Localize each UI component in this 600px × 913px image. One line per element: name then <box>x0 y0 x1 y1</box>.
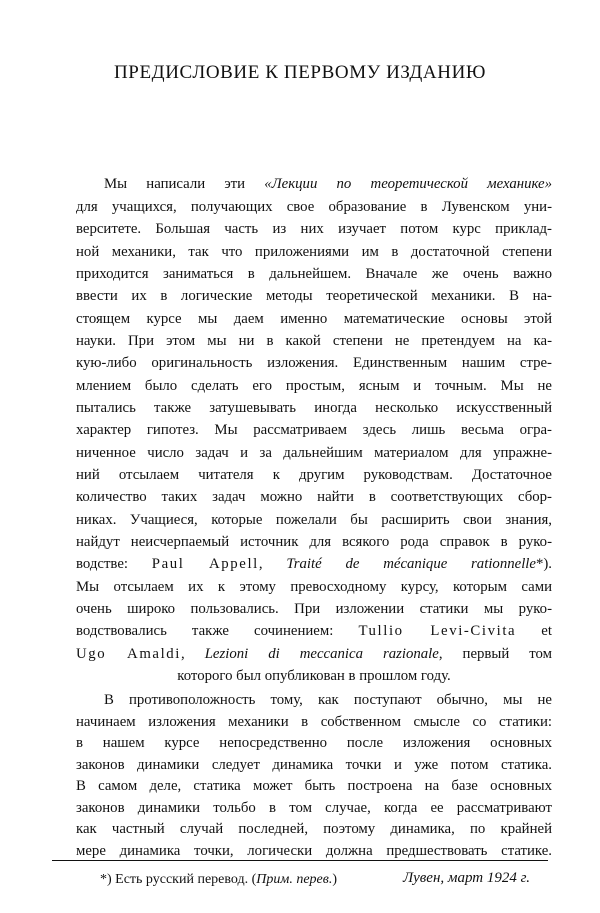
book-title: Lezioni di meccanica razionale <box>204 646 439 662</box>
footnote-divider <box>52 860 548 861</box>
text-line: найдут неисчерпаемый источник для всякого рода справок в руко- <box>76 534 552 550</box>
text-line: которого был опубликован в прошлом году. <box>177 668 451 684</box>
text-span: *) Есть русский перевод. ( <box>100 872 257 887</box>
text-span: Мы написали эти <box>104 176 265 192</box>
text-line: науки. При этом мы ни в какой степени не претендуем на ка- <box>76 333 552 349</box>
text-line: очень широко пользовались. При изложении статики мы руко- <box>76 601 552 617</box>
text-span: et <box>516 623 552 639</box>
text-line: В самом деле, статика может быть построена на базе основных <box>76 778 552 794</box>
footnote-note: Прим. перев. <box>256 872 333 887</box>
page-title: ПРЕДИСЛОВИЕ К ПЕРВОМУ ИЗДАНИЮ <box>113 62 487 83</box>
text-line: ниченное число задач и за дальнейшим материалом для упражне- <box>76 445 552 461</box>
signature: Лувен, март 1924 г. <box>402 870 530 886</box>
text-line: ной механики, так что приложениями им в достаточной степени <box>76 244 552 260</box>
author-name: Tullio Levi-Civita <box>358 623 517 639</box>
text-line: характер гипотез. Мы рассматриваем здесь лишь весьма огра- <box>76 422 552 438</box>
text-line: законов динамики тольбо в том случае, когда ее рассматривают <box>76 799 552 816</box>
text-span: , <box>181 646 205 662</box>
text-line: для учащихся, получающих свое образование в Лувенском уни- <box>76 199 552 215</box>
text-line: кую-либо оригинальность изложения. Единственным нашим стре- <box>76 355 552 371</box>
text-line: стоящем курсе мы даем именно математические основы этой <box>76 311 552 327</box>
author-name: Ugo Amaldi <box>76 646 182 662</box>
footnote <box>100 872 337 888</box>
text-line: количество таких задач можно найти в соответствующих сбор- <box>76 489 552 505</box>
text-line: ввести их в логические методы теоретической механики. В на- <box>76 288 552 304</box>
text-line: как частный случай последней, поэтому динамика, по крайней <box>76 821 552 837</box>
text-line <box>76 644 552 664</box>
text-line: никах. Учащиеся, которые пожелали бы расширить свои знания, <box>76 512 552 528</box>
text-span: водствовались также сочинением: <box>76 623 359 639</box>
book-title: «Лекции по теоретической механике» <box>264 176 552 192</box>
author-name: Paul Appell <box>151 556 259 572</box>
text-span: ) <box>332 872 338 887</box>
text-line: начинаем изложения механики в собственном смысле со статики: <box>76 713 552 730</box>
text-line: верситете. Большая часть из них изучает потом курс приклад- <box>76 221 552 237</box>
text-line: ний отсылаем читателя к другим руководствам. Достаточное <box>76 467 552 483</box>
text-span: водстве: <box>76 556 152 572</box>
text-span: , <box>258 556 287 572</box>
text-span: , первый том <box>438 646 552 662</box>
text-line: в нашем курсе непосредственно после изложения основных <box>76 735 552 751</box>
book-title: Traité de mécanique rationnelle <box>286 556 536 572</box>
text-line <box>104 174 552 194</box>
text-line: пытались также затушевывать иногда несколько искусственный <box>76 400 552 416</box>
text-line: млением было сделать его простым, ясным и точным. Мы не <box>76 378 552 394</box>
footnote-marker: *). <box>535 556 553 572</box>
text-line <box>76 554 552 574</box>
text-line: Мы отсылаем их к этому превосходному курсу, которым сами <box>76 579 552 595</box>
text-line <box>76 621 552 641</box>
text-line: законов динамики следует динамика точки и уже потом статика. <box>76 756 552 773</box>
text-line: В противоположность тому, как поступают обычно, мы не <box>104 692 552 708</box>
text-line: мере динамика точки, логически должна предшествовать статике. <box>76 842 552 859</box>
text-line: приходится заниматься в дальнейшем. Вначале же очень важно <box>76 266 552 282</box>
